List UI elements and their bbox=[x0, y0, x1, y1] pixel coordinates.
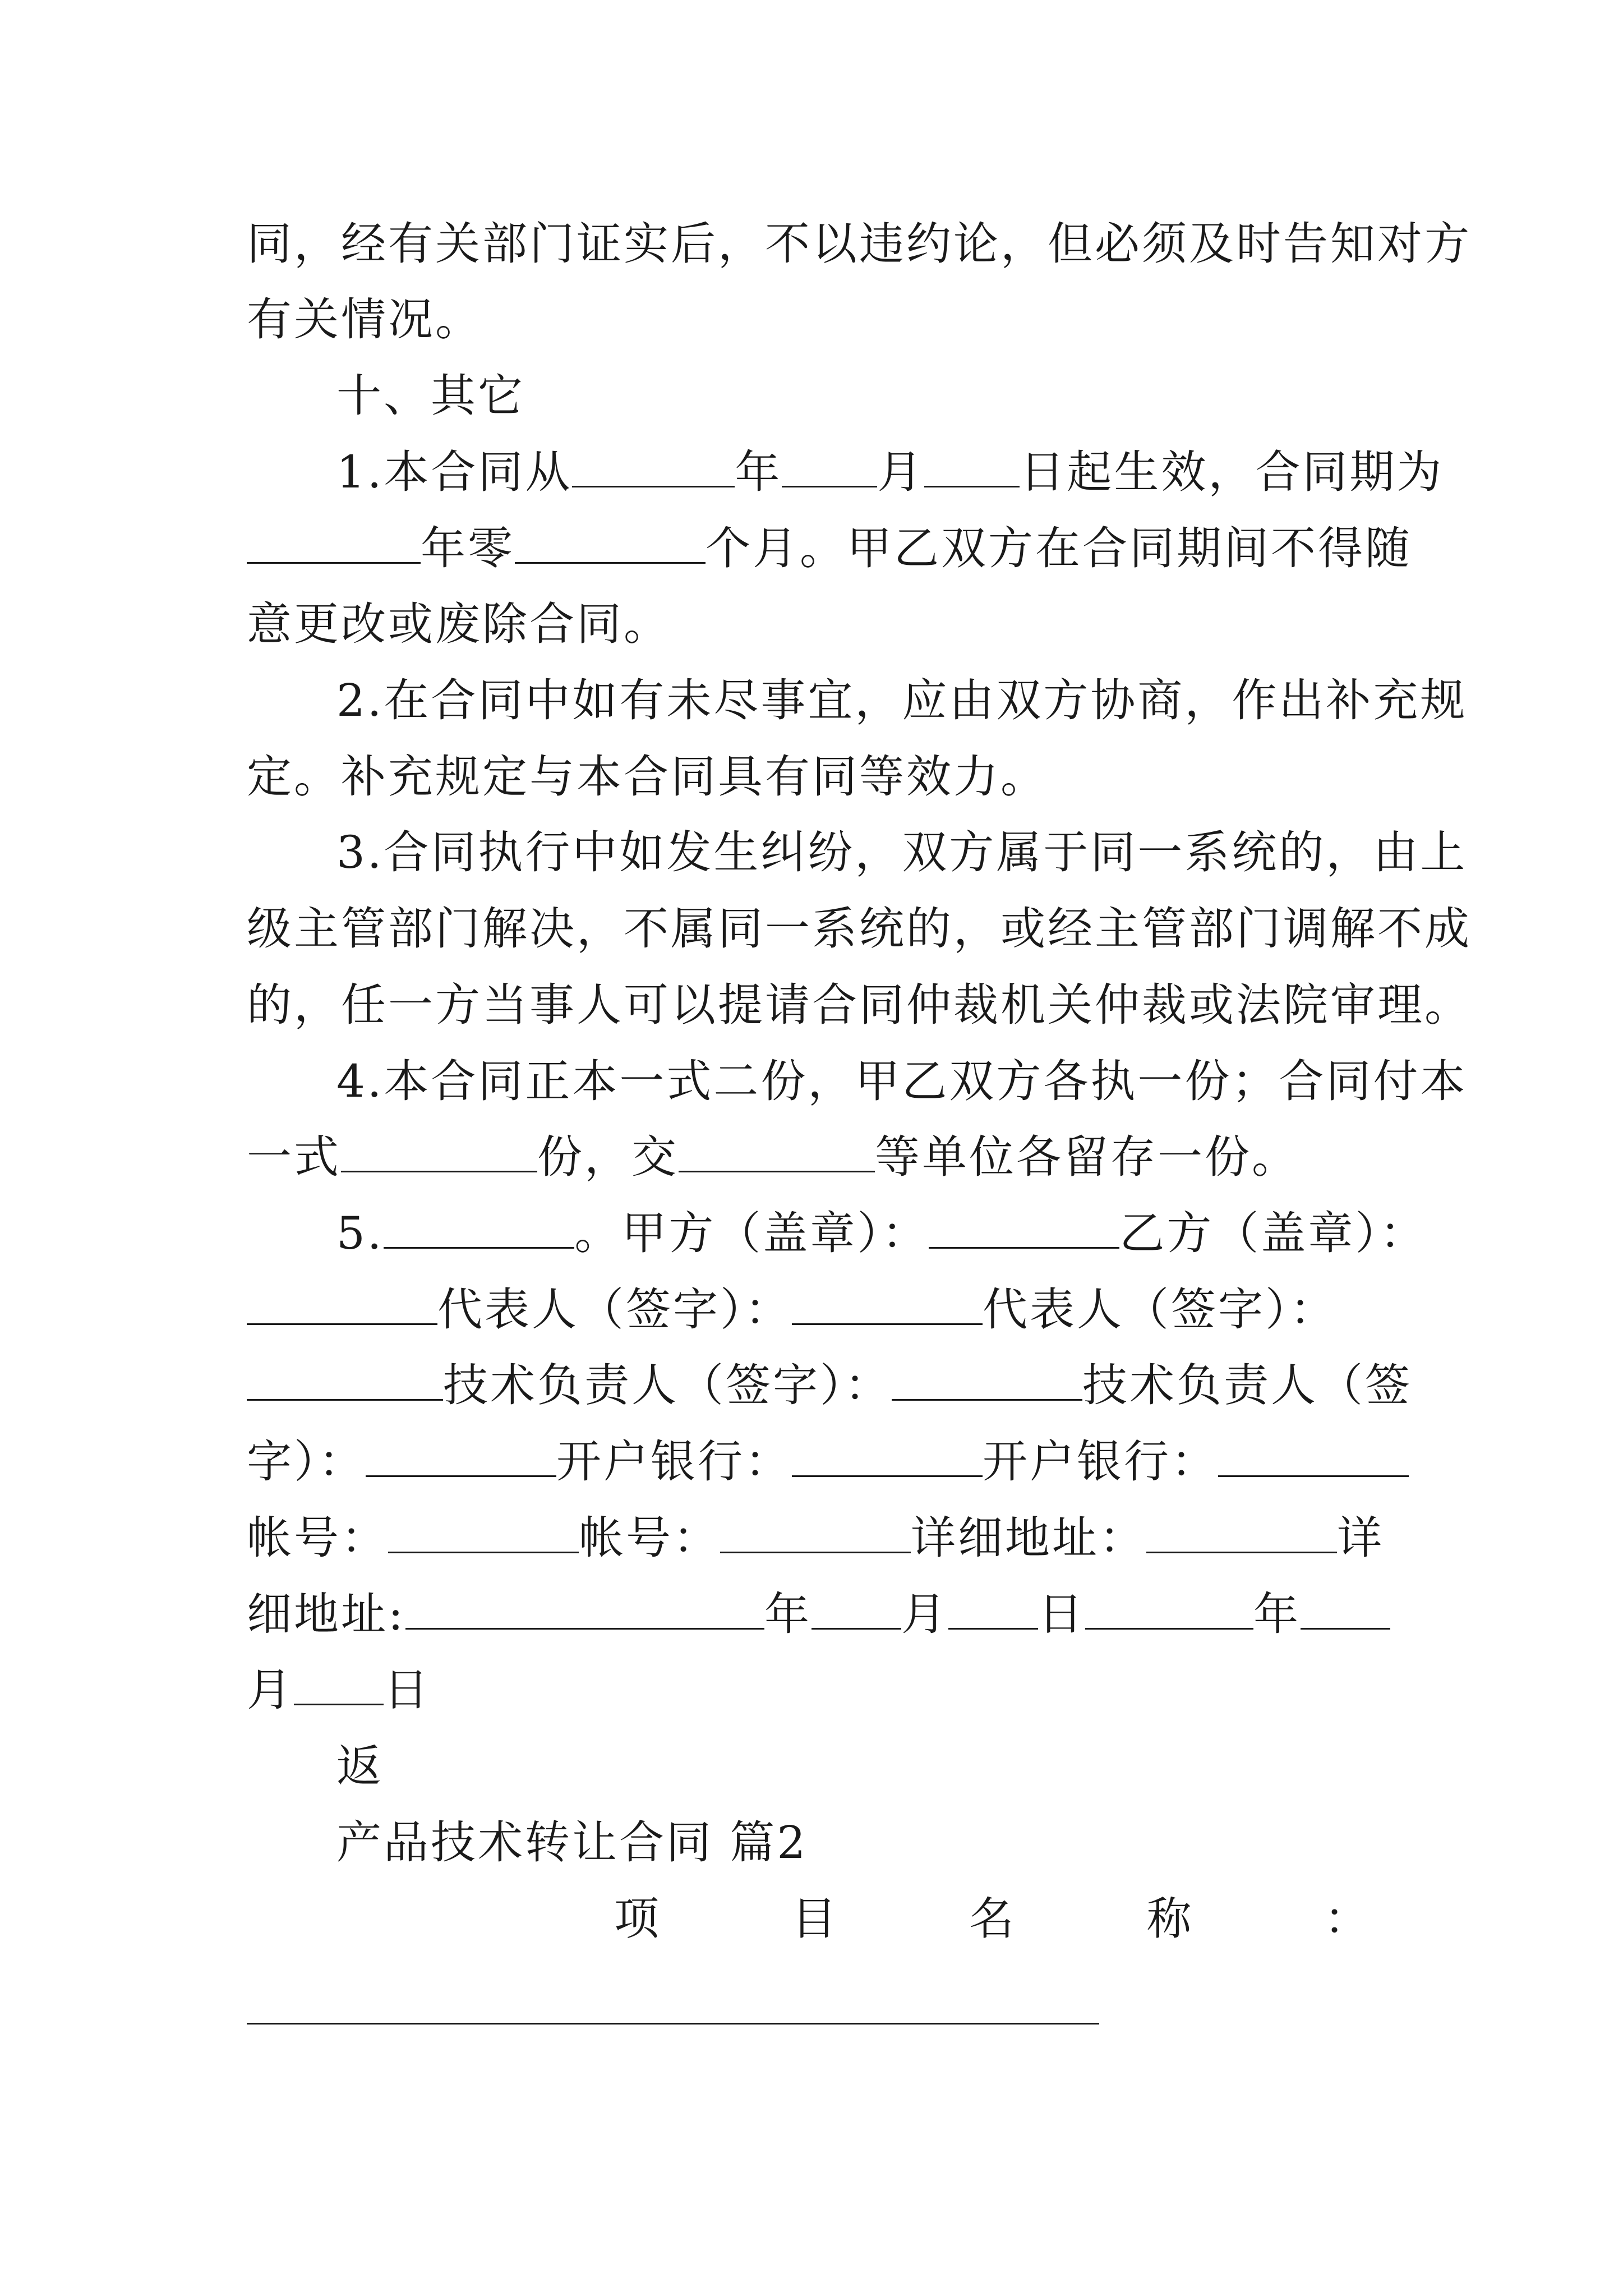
blank-line bbox=[892, 1362, 1082, 1401]
project-name-label bbox=[614, 1891, 1371, 1947]
section-heading: 十、其它 bbox=[336, 370, 525, 422]
blank-line bbox=[572, 449, 735, 487]
clause-text: 个月。甲乙双方在合同期间不得随 bbox=[706, 522, 1412, 574]
clause-text: 年 bbox=[764, 1588, 811, 1640]
clause-2-line-2: 定。补充规定与本合同具有同等效力。 bbox=[247, 751, 1048, 803]
clause-1-line-3: 意更改或废除合同。 bbox=[247, 598, 671, 650]
blank-line bbox=[1218, 1438, 1409, 1477]
clause-5-line-4 bbox=[247, 1434, 1391, 1490]
clause-2-line-1: 2.在合同中如有未尽事宜，应由双方协商，作出补充规 bbox=[336, 674, 1468, 726]
clause-text: 日 bbox=[384, 1664, 431, 1716]
clause-text: 。甲方（盖章）： bbox=[574, 1207, 929, 1259]
blank-line bbox=[811, 1591, 901, 1630]
return-text: 返 bbox=[336, 1740, 384, 1792]
clause-text: 开户银行： bbox=[556, 1435, 792, 1488]
clause-text: 等单位各留存一份。 bbox=[875, 1131, 1299, 1183]
blank-line bbox=[1085, 1591, 1253, 1630]
blank-line bbox=[294, 1667, 384, 1705]
clause-3-line-1: 3.合同执行中如发生纠纷，双方属于同一系统的，由上 bbox=[336, 826, 1468, 878]
clause-text: 字）： bbox=[247, 1435, 366, 1488]
blank-line bbox=[366, 1438, 556, 1477]
clause-5-line-6 bbox=[247, 1586, 1391, 1642]
blank-line bbox=[515, 525, 706, 564]
clause-5-line-7 bbox=[247, 1662, 1391, 1718]
clause-text: 月 bbox=[247, 1664, 294, 1716]
clause-text: 详 bbox=[1337, 1512, 1384, 1564]
paragraph-line: 同，经有关部门证实后，不以违约论，但必须及时告知对方 bbox=[247, 218, 1472, 270]
blank-line bbox=[1301, 1591, 1390, 1630]
blank-line bbox=[247, 1362, 443, 1401]
clause-text: 年 bbox=[1253, 1588, 1301, 1640]
clause-text: 年零 bbox=[421, 522, 515, 574]
clause-text: 5. bbox=[336, 1207, 384, 1259]
clause-text: 份，交 bbox=[537, 1131, 679, 1183]
label-char: ： bbox=[1324, 1893, 1371, 1945]
clause-5-line-3 bbox=[247, 1358, 1412, 1414]
clause-text: 月 bbox=[877, 446, 925, 498]
clause-3-line-2: 级主管部门解决，不属同一系统的，或经主管部门调解不成 bbox=[247, 903, 1472, 955]
clause-text: 月 bbox=[901, 1588, 948, 1640]
blank-line bbox=[247, 525, 421, 564]
clause-1-line-1 bbox=[336, 444, 1481, 500]
blank-line bbox=[720, 1515, 911, 1553]
label-char: 目 bbox=[791, 1893, 839, 1945]
clause-text: 帐号： bbox=[579, 1512, 720, 1564]
clause-5-line-1 bbox=[336, 1205, 1481, 1262]
clause-text: 技术负责人（签字）： bbox=[443, 1359, 892, 1411]
clause-4-line-1: 4.本合同正本一式二份，甲乙双方各执一份；合同付本 bbox=[336, 1055, 1468, 1107]
blank-line bbox=[384, 1210, 574, 1249]
clause-text: 代表人（签字）： bbox=[983, 1283, 1337, 1336]
clause-text: 帐号： bbox=[247, 1512, 388, 1564]
clause-text: 日起生效，合同期为 bbox=[1020, 446, 1444, 498]
clause-text: 1.本合同从 bbox=[336, 446, 573, 498]
clause-3-line-3: 的，任一方当事人可以提请合同仲裁机关仲裁或法院审理。 bbox=[247, 979, 1472, 1031]
clause-text: 年 bbox=[735, 446, 782, 498]
blank-line bbox=[782, 449, 877, 487]
clause-1-line-2 bbox=[247, 521, 1412, 577]
blank-line bbox=[679, 1134, 875, 1172]
clause-text: 日 bbox=[1038, 1588, 1085, 1640]
section-title: 产品技术转让合同 篇2 bbox=[336, 1816, 808, 1869]
paragraph-line: 有关情况。 bbox=[247, 293, 482, 346]
clause-5-line-5 bbox=[247, 1510, 1391, 1566]
blank-line bbox=[929, 1210, 1119, 1249]
clause-5-line-2 bbox=[247, 1282, 1391, 1338]
clause-4-line-2 bbox=[247, 1129, 1391, 1185]
label-char: 项 bbox=[614, 1893, 661, 1945]
clause-text: 代表人（签字）： bbox=[437, 1283, 792, 1336]
label-char: 名 bbox=[969, 1893, 1016, 1945]
project-name-blank-line bbox=[247, 2023, 1099, 2024]
blank-line bbox=[388, 1515, 579, 1553]
blank-line bbox=[247, 1286, 437, 1325]
clause-text: 一式 bbox=[247, 1131, 341, 1183]
blank-line bbox=[792, 1438, 983, 1477]
clause-text: 详细地址： bbox=[911, 1512, 1146, 1564]
blank-line bbox=[924, 449, 1020, 487]
blank-line bbox=[405, 1591, 764, 1630]
clause-text: 开户银行： bbox=[983, 1435, 1218, 1488]
blank-line bbox=[341, 1134, 537, 1172]
label-char: 称 bbox=[1146, 1893, 1194, 1945]
clause-text: 细地址: bbox=[247, 1588, 405, 1640]
blank-line bbox=[792, 1286, 983, 1325]
clause-text: 乙方（盖章）： bbox=[1119, 1207, 1427, 1259]
blank-line bbox=[948, 1591, 1038, 1630]
blank-line bbox=[1146, 1515, 1337, 1553]
clause-text: 技术负责人（签 bbox=[1082, 1359, 1412, 1411]
